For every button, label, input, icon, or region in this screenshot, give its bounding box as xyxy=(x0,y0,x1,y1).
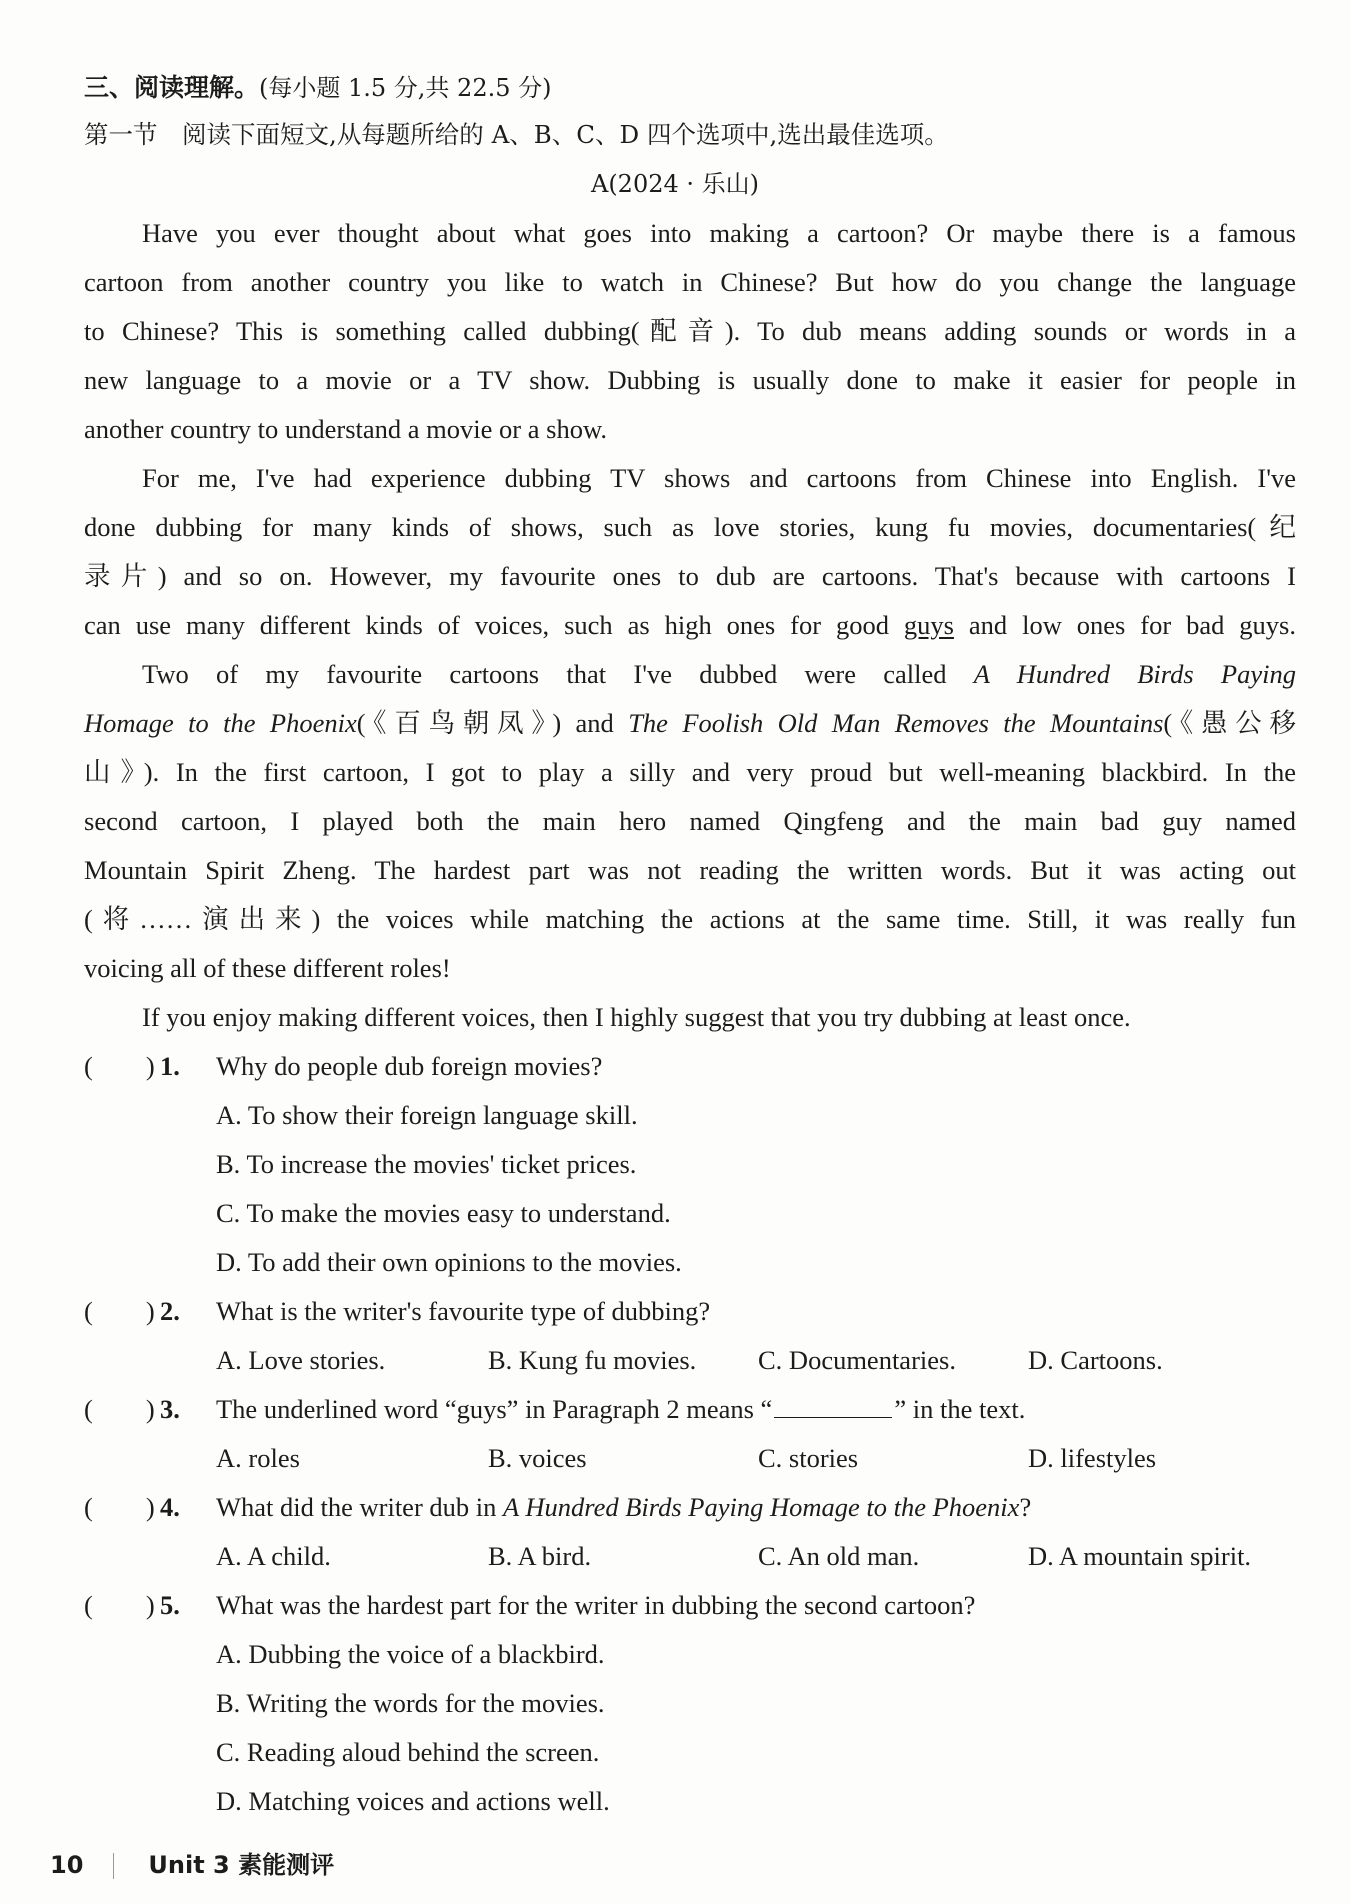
passage-label: A(2024 · 乐山) xyxy=(590,170,760,198)
option-d[interactable]: D. A mountain spirit. xyxy=(1028,1541,1252,1571)
question-number: 1. xyxy=(160,1051,180,1081)
question-number: 2. xyxy=(160,1296,180,1326)
question-text: What was the hardest part for the writer in dubbing the second cartoon? xyxy=(216,1590,976,1620)
option-c[interactable]: C. An old man. xyxy=(758,1541,920,1571)
option-a[interactable]: A. A child. xyxy=(216,1541,331,1571)
passage-line: For me, I've had experience dubbing TV shows and cartoons from Chinese into English. I've xyxy=(142,463,1296,493)
passage-line: another country to understand a movie or a show. xyxy=(84,414,607,444)
option-b[interactable]: B. voices xyxy=(488,1443,587,1473)
option-a[interactable]: A. Love stories. xyxy=(216,1345,386,1375)
underlined-word: guys xyxy=(903,610,954,640)
option-d[interactable]: D. lifestyles xyxy=(1028,1443,1157,1473)
answer-blank[interactable]: ( ) xyxy=(84,1296,155,1326)
option-b[interactable]: B. Kung fu movies. xyxy=(488,1345,697,1375)
option-a[interactable]: A. Dubbing the voice of a blackbird. xyxy=(216,1639,605,1669)
passage-line: Homage to the Phoenix(《百鸟朝凤》) and The Foolish Old Man Removes the Mountains(《愚公移 xyxy=(84,708,1297,738)
option-d[interactable]: D. Matching voices and actions well. xyxy=(216,1786,610,1816)
fill-in-blank[interactable] xyxy=(774,1393,892,1418)
passage-line: (将……演出来) the voices while matching the actions at the same time. Still, it was really fun xyxy=(84,904,1296,934)
page-number: 10 xyxy=(50,1851,84,1879)
section-header xyxy=(84,70,552,105)
option-d[interactable]: D. Cartoons. xyxy=(1028,1345,1163,1375)
passage-line: Mountain Spirit Zheng. The hardest part was not reading the written words. But it was acting out xyxy=(84,855,1296,885)
option-c[interactable]: C. Documentaries. xyxy=(758,1345,956,1375)
answer-blank[interactable]: ( ) xyxy=(84,1492,155,1522)
question-number: 5. xyxy=(160,1590,180,1620)
option-b[interactable]: B. A bird. xyxy=(488,1541,592,1571)
passage-line: can use many different kinds of voices, such as high ones for good guys and low ones for bad guys. xyxy=(84,610,1296,640)
option-a[interactable]: A. roles xyxy=(216,1443,300,1473)
passage-line: done dubbing for many kinds of shows, such as love stories, kung fu movies, documentaries(纪 xyxy=(84,512,1296,542)
unit-label: Unit 3 素能测评 xyxy=(148,1851,335,1879)
section-score-note: (每小题 1.5 分,共 22.5 分) xyxy=(259,74,552,102)
passage-line: 录片) and so on. However, my favourite ones to dub are cartoons. That's because with cartoons I xyxy=(84,561,1296,591)
answer-blank[interactable]: ( ) xyxy=(84,1590,155,1620)
option-b[interactable]: B. To increase the movies' ticket prices. xyxy=(216,1149,637,1179)
option-c[interactable]: C. Reading aloud behind the screen. xyxy=(216,1737,600,1767)
question-text: The underlined word “guys” in Paragraph 2 means “ ” in the text. xyxy=(216,1394,1026,1424)
question-text: What did the writer dub in A Hundred Birds Paying Homage to the Phoenix? xyxy=(216,1492,1032,1522)
cartoon-title: Homage to the Phoenix xyxy=(84,708,357,738)
option-a[interactable]: A. To show their foreign language skill. xyxy=(216,1100,638,1130)
option-c[interactable]: C. stories xyxy=(758,1443,859,1473)
passage-line: Have you ever thought about what goes into making a cartoon? Or maybe there is a famous xyxy=(142,218,1296,248)
question-number: 4. xyxy=(160,1492,180,1522)
question-text: Why do people dub foreign movies? xyxy=(216,1051,603,1081)
question-text: What is the writer's favourite type of dubbing? xyxy=(216,1296,711,1326)
passage-line: new language to a movie or a TV show. Dubbing is usually done to make it easier for people in xyxy=(84,365,1296,395)
answer-blank[interactable]: ( ) xyxy=(84,1394,155,1424)
passage-line: cartoon from another country you like to watch in Chinese? But how do you change the language xyxy=(84,267,1296,297)
passage-line: 山》). In the first cartoon, I got to play a silly and very proud but well-meaning blackbird. In the xyxy=(84,757,1296,787)
section-title: 三、阅读理解。 xyxy=(84,73,260,102)
passage-line: second cartoon, I played both the main hero named Qingfeng and the main bad guy named xyxy=(84,806,1296,836)
cartoon-title: A Hundred Birds Paying xyxy=(973,659,1296,689)
passage-line: to Chinese? This is something called dubbing(配音). To dub means adding sounds or words in a xyxy=(84,316,1296,346)
passage-line: Two of my favourite cartoons that I've dubbed were called A Hundred Birds Paying xyxy=(142,659,1296,689)
question-number: 3. xyxy=(160,1394,180,1424)
option-d[interactable]: D. To add their own opinions to the movies. xyxy=(216,1247,682,1277)
answer-blank[interactable]: ( ) xyxy=(84,1051,155,1081)
cartoon-title: A Hundred Birds Paying Homage to the Phoenix xyxy=(503,1492,1020,1522)
passage-line: voicing all of these different roles! xyxy=(84,953,451,983)
footer-divider xyxy=(113,1853,114,1879)
page-footer xyxy=(50,1850,334,1880)
cartoon-title: The Foolish Old Man Removes the Mountains xyxy=(628,708,1164,738)
option-b[interactable]: B. Writing the words for the movies. xyxy=(216,1688,605,1718)
option-c[interactable]: C. To make the movies easy to understand. xyxy=(216,1198,671,1228)
section-instruction: 第一节 阅读下面短文,从每题所给的 A、B、C、D 四个选项中,选出最佳选项。 xyxy=(84,120,949,149)
passage-line: If you enjoy making different voices, then I highly suggest that you try dubbing at least once. xyxy=(142,1002,1131,1032)
